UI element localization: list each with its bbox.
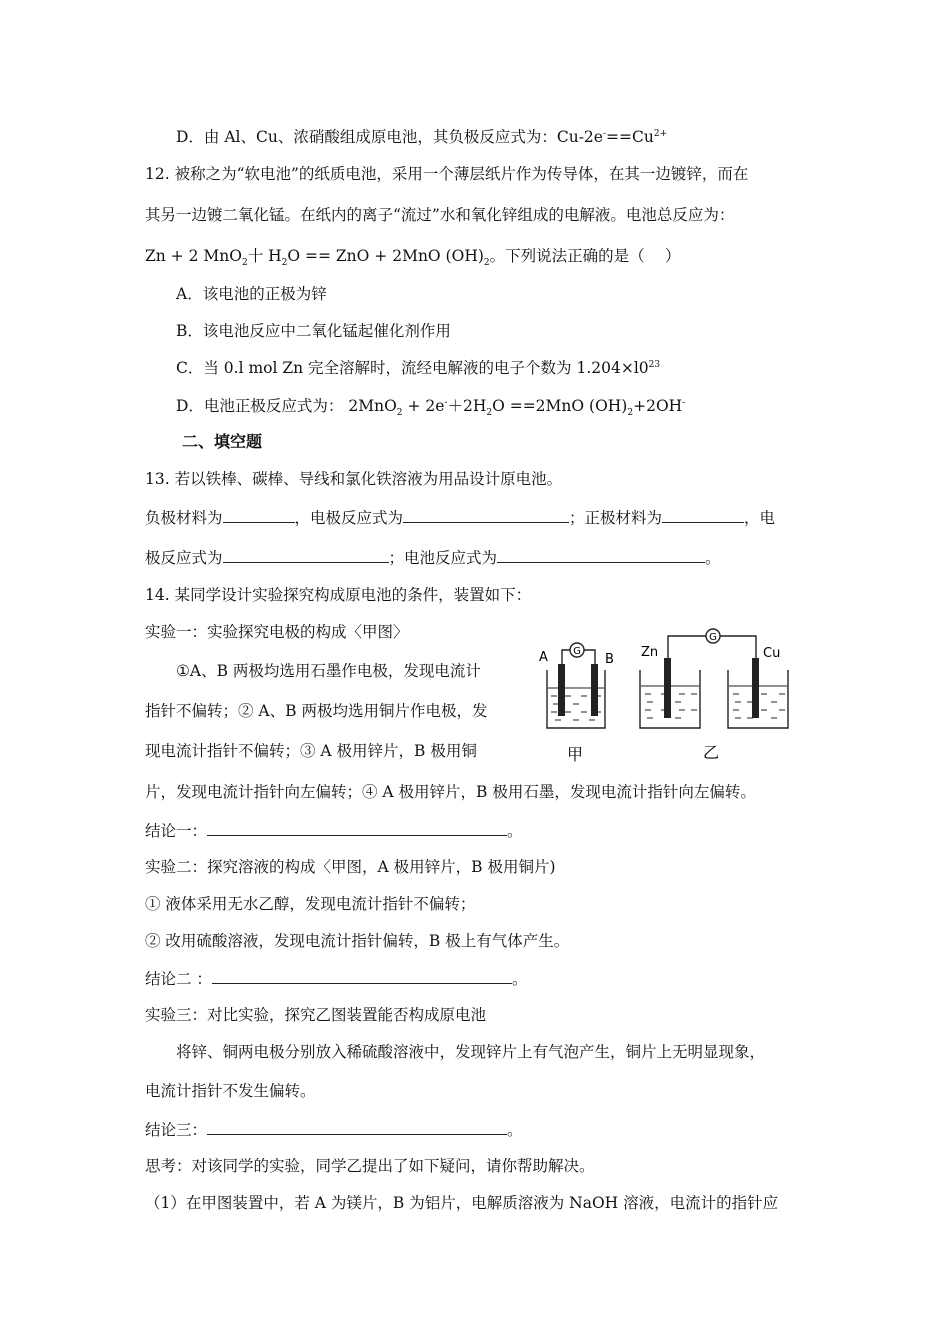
conclusion-1-end: 。 (507, 822, 523, 840)
conclusion-3-end: 。 (507, 1121, 523, 1139)
q13-line-1: 13. 若以铁棒、碳棒、导线和氯化铁溶液为用品设计原电池。 (145, 470, 563, 488)
answer-blank-positive-equation[interactable] (223, 547, 389, 563)
conclusion-1 (145, 820, 523, 841)
conclusion-3-label: 结论三： (145, 1121, 208, 1139)
exp2-para-2: ② 改用硫酸溶液，发现电流计指针偏转，B 极上有气体产生。 (145, 932, 570, 950)
label-zn: Zn (641, 645, 659, 660)
meter-label-yi: G (709, 632, 717, 643)
exp1-para-3: 现电流计指针不偏转；③ A 极用锌片，B 极用铜 (145, 742, 477, 760)
exp1-para-4: 片，发现电流计指针向左偏转；④ A 极用锌片，B 极用石墨，发现电流计指针向左偏转。 (145, 783, 756, 801)
q12-line-2: 其另一边镀二氧化锰。在纸内的离子“流过”水和氧化锌组成的电解液。电池总反应为： (145, 206, 735, 224)
q13-line-3 (145, 547, 721, 568)
q12-d-a: D．电池正极反应式为： 2MnO (176, 397, 397, 415)
conclusion-2 (145, 968, 527, 989)
q12-eq-a: Zn + 2 MnO (145, 247, 242, 265)
answer-blank-conclusion-3[interactable] (207, 1119, 507, 1135)
q13-l3-b: ；电池反应式为 (388, 549, 498, 567)
electrode-zn (664, 658, 671, 718)
q12-d-sup1: - (444, 397, 448, 408)
answer-blank-negative-material[interactable] (223, 507, 295, 523)
electrode-b (591, 664, 598, 716)
q13-l2-c: ；正极材料为 (569, 509, 663, 527)
wire-jia-left (562, 650, 570, 664)
exp1-para-2: 指针不偏转；② A、B 两极均选用铜片作电极，发 (145, 702, 488, 720)
q13-line-2 (145, 507, 775, 528)
answer-blank-positive-material[interactable] (662, 507, 744, 523)
q12-option-a: A．该电池的正极为锌 (176, 285, 327, 303)
electrode-cu (752, 658, 759, 718)
exp3-title: 实验三：对比实验，探究乙图装置能否构成原电池 (145, 1006, 487, 1024)
q13-l2-b: ，电极反应式为 (294, 509, 404, 527)
meter-label-jia: G (573, 646, 581, 657)
q13-l2-a: 负极材料为 (145, 509, 223, 527)
q12-c-text: C．当 0.l mol Zn 完全溶解时，流经电解液的电子个数为 1.204×l0 (176, 359, 649, 377)
q12-d-sub1: 2 (396, 408, 403, 419)
exp3-para-1: 将锌、铜两电极分别放入稀硫酸溶液中，发现锌片上有气泡产生，铜片上无明显现象， (176, 1043, 766, 1061)
label-cu: Cu (763, 646, 781, 661)
wire-jia-right (584, 650, 595, 664)
label-a: A (539, 650, 548, 665)
label-b: B (605, 652, 614, 667)
conclusion-3 (145, 1119, 523, 1140)
caption-jia: 甲 (566, 745, 584, 764)
exp1-para-1: ①A、B 两极均选用石墨作电极，发现电流计 (176, 662, 481, 680)
section-2-title: 二、填空题 (182, 432, 263, 451)
q12-eq-c: O == ZnO + 2MnO (OH) (287, 247, 484, 265)
q12-eq-d: 。下列说法正确的是（ ） (489, 247, 681, 265)
q12-option-b: B．该电池反应中二氧化锰起催化剂作用 (176, 322, 451, 340)
conclusion-2-end: 。 (511, 970, 528, 988)
wire-yi-left (668, 636, 706, 658)
conclusion-1-label: 结论一： (145, 822, 208, 840)
caption-yi: 乙 (702, 743, 720, 762)
q12-option-c (176, 358, 660, 378)
exp3-para-2: 电流计指针不发生偏转。 (145, 1082, 316, 1100)
think-question-1: （1）在甲图装置中，若 A 为镁片，B 为铝片，电解质溶液为 NaOH 溶液，电流计的指针应 (145, 1194, 779, 1212)
electrode-a (558, 664, 565, 716)
q13-l3-c: 。 (705, 549, 721, 567)
wire-yi-right (720, 636, 756, 658)
q12-eq-sub3: 2 (483, 258, 490, 269)
q11-d-prefix: D．由 Al、Cu、浓硝酸组成原电池，其负极反应式为：Cu-2e (176, 128, 603, 146)
apparatus-yi (640, 629, 788, 728)
answer-blank-negative-equation[interactable] (403, 507, 569, 523)
conclusion-2-label: 结论二 ： (145, 970, 212, 988)
think-line: 思考：对该同学的实验，同学乙提出了如下疑问，请你帮助解决。 (145, 1157, 595, 1175)
q12-d-d: O ==2MnO (OH) (492, 397, 628, 415)
q12-eq-sub2: 2 (281, 258, 288, 269)
q11-d-e-charge: - (602, 128, 607, 139)
q12-d-c: ＋2H (447, 397, 487, 415)
q12-d-sub2: 2 (486, 408, 493, 419)
exp2-para-1: ① 液体采用无水乙醇，发现电流计指针不偏转； (145, 895, 476, 913)
q11-d-ion-charge: 2+ (653, 128, 668, 139)
exp2-title: 实验二：探究溶液的构成〈甲图，A 极用锌片，B 极用铜片) (145, 858, 556, 876)
galvanic-cell-figure (535, 628, 800, 778)
q12-c-exp: 23 (648, 359, 661, 370)
exp1-title: 实验一：实验探究电极的构成〈甲图〉 (145, 623, 409, 641)
q12-equation (145, 246, 681, 269)
q11-option-d (176, 127, 667, 147)
q12-d-b: + 2e (402, 397, 445, 415)
answer-blank-cell-equation[interactable] (497, 547, 705, 563)
q14-line-1: 14. 某同学设计实验探究构成原电池的条件，装置如下： (145, 586, 532, 604)
q12-eq-b: 十 H (247, 247, 282, 265)
q13-l2-d: ，电 (744, 509, 776, 527)
answer-blank-conclusion-2[interactable] (212, 968, 512, 984)
q12-d-sup2: - (682, 397, 686, 408)
q12-eq-sub1: 2 (241, 258, 248, 269)
q12-line-1: 12. 被称之为“软电池”的纸质电池，采用一个薄层纸片作为传导体，在其一边镀锌，而在 (145, 165, 749, 183)
q13-l3-a: 极反应式为 (145, 549, 223, 567)
q12-option-d (176, 396, 686, 419)
answer-blank-conclusion-1[interactable] (207, 820, 507, 836)
q12-d-e: +2OH (633, 397, 683, 415)
q12-d-sub3: 2 (627, 408, 634, 419)
q11-d-mid: ==Cu (606, 128, 654, 146)
